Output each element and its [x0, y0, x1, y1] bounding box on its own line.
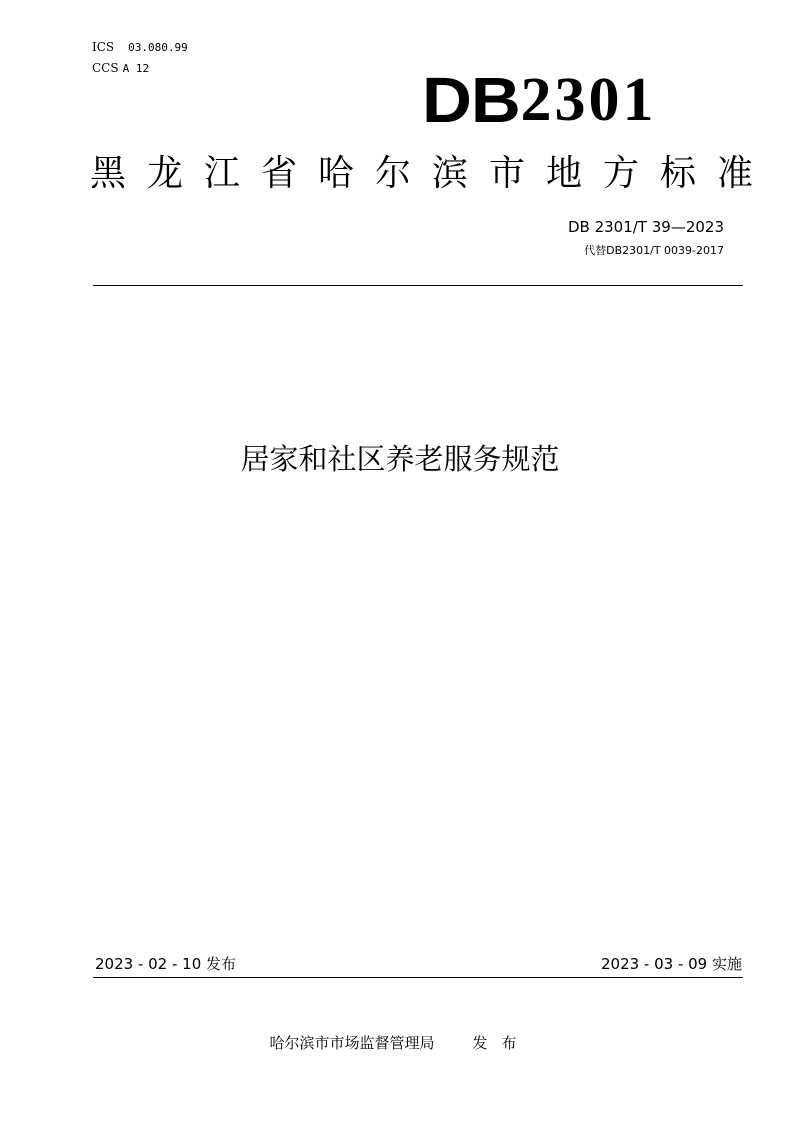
ccs-value: A 12: [122, 62, 150, 75]
issuer-name: 哈尔滨市市场监督管理局: [269, 1034, 435, 1052]
ics-code: [92, 40, 188, 55]
top-divider: [93, 285, 743, 286]
ics-value: 03.080.99: [128, 41, 188, 54]
standard-category-title: 黑龙江省哈尔滨市地方标准: [90, 153, 775, 194]
ccs-label: CCS: [92, 61, 119, 75]
db-logo-letters: DB: [422, 64, 520, 136]
replaces-standard: 代替DB2301/T 0039-2017: [584, 244, 724, 257]
bottom-divider: [93, 977, 743, 978]
db-logo: [422, 64, 657, 136]
document-title: 居家和社区养老服务规范: [240, 442, 560, 476]
issue-date: 2023 - 02 - 10 发布: [95, 955, 237, 973]
ics-label: ICS: [92, 40, 115, 54]
issuer-action: 发布: [472, 1034, 531, 1052]
standard-number: DB 2301/T 39—2023: [567, 218, 724, 236]
ccs-code: [92, 61, 149, 76]
implementation-date: 2023 - 03 - 09 实施: [600, 955, 742, 973]
issuer-line: [0, 1033, 800, 1053]
db-logo-code: 2301: [520, 66, 657, 134]
